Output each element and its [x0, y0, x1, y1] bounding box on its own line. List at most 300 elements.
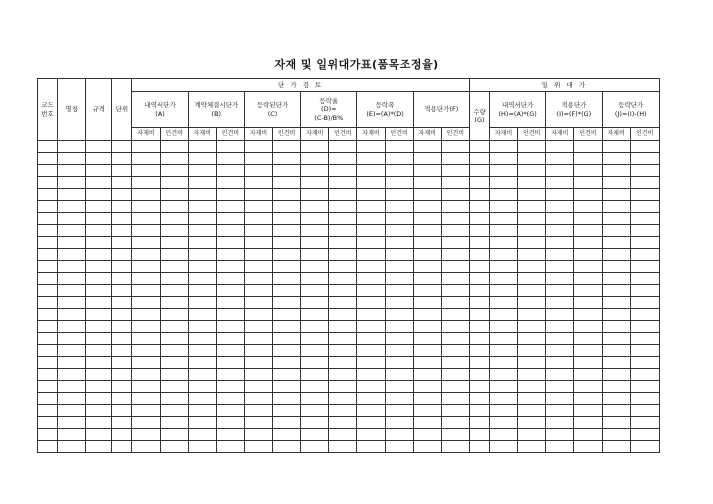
table-cell: [188, 177, 216, 189]
subheader-price-2-material-cost: 자재비: [244, 128, 272, 141]
table-cell: [216, 381, 244, 393]
table-cell: [58, 345, 86, 357]
table-cell: [216, 357, 244, 369]
table-cell: [546, 201, 574, 213]
table-cell: [602, 285, 630, 297]
table-cell: [216, 321, 244, 333]
table-row: [38, 285, 660, 297]
table-cell: [546, 417, 574, 429]
table-cell: [188, 381, 216, 393]
table-cell: [490, 441, 518, 453]
table-cell: [216, 309, 244, 321]
table-cell: [58, 249, 86, 261]
table-cell: [329, 285, 357, 297]
subheader-price-0-material-cost: 자재비: [132, 128, 160, 141]
table-cell: [490, 405, 518, 417]
table-cell: [132, 153, 160, 165]
table-cell: [518, 333, 546, 345]
table-cell: [602, 189, 630, 201]
table-cell: [86, 357, 112, 369]
table-cell: [490, 213, 518, 225]
table-cell: [413, 177, 441, 189]
table-cell: [469, 441, 489, 453]
subheader-price-4-material-cost: 자재비: [357, 128, 385, 141]
table-cell: [244, 429, 272, 441]
table-cell: [413, 429, 441, 441]
table-cell: [469, 261, 489, 273]
table-cell: [518, 297, 546, 309]
table-cell: [301, 225, 329, 237]
table-cell: [602, 417, 630, 429]
table-cell: [38, 357, 58, 369]
table-cell: [546, 141, 574, 153]
table-cell: [132, 213, 160, 225]
table-cell: [574, 297, 602, 309]
table-cell: [58, 309, 86, 321]
table-cell: [216, 177, 244, 189]
table-cell: [413, 237, 441, 249]
table-cell: [216, 429, 244, 441]
table-cell: [630, 189, 659, 201]
table-cell: [518, 369, 546, 381]
table-cell: [216, 249, 244, 261]
table-cell: [329, 225, 357, 237]
table-cell: [188, 429, 216, 441]
table-cell: [329, 237, 357, 249]
table-cell: [602, 393, 630, 405]
table-cell: [273, 201, 301, 213]
table-cell: [38, 441, 58, 453]
table-cell: [602, 141, 630, 153]
table-cell: [630, 357, 659, 369]
table-cell: [216, 201, 244, 213]
table-cell: [160, 417, 188, 429]
table-cell: [132, 309, 160, 321]
table-cell: [132, 141, 160, 153]
table-cell: [329, 441, 357, 453]
table-cell: [490, 333, 518, 345]
table-cell: [413, 333, 441, 345]
table-cell: [132, 225, 160, 237]
materials-table: [37, 78, 660, 453]
table-cell: [357, 441, 385, 453]
table-cell: [357, 153, 385, 165]
table-cell: [244, 153, 272, 165]
table-cell: [518, 357, 546, 369]
table-cell: [216, 405, 244, 417]
table-cell: [301, 165, 329, 177]
table-cell: [244, 369, 272, 381]
table-cell: [357, 213, 385, 225]
table-cell: [441, 321, 469, 333]
table-cell: [301, 321, 329, 333]
table-cell: [329, 177, 357, 189]
table-cell: [132, 333, 160, 345]
table-cell: [630, 321, 659, 333]
table-cell: [112, 405, 132, 417]
table-cell: [329, 141, 357, 153]
table-cell: [574, 261, 602, 273]
table-cell: [86, 153, 112, 165]
table-cell: [38, 201, 58, 213]
table-cell: [385, 141, 413, 153]
table-cell: [86, 237, 112, 249]
table-cell: [490, 357, 518, 369]
table-cell: [273, 405, 301, 417]
table-cell: [385, 177, 413, 189]
table-cell: [86, 285, 112, 297]
table-cell: [301, 369, 329, 381]
table-cell: [546, 189, 574, 201]
table-cell: [244, 345, 272, 357]
table-cell: [86, 369, 112, 381]
table-cell: [329, 213, 357, 225]
table-cell: [385, 261, 413, 273]
table-cell: [86, 273, 112, 285]
table-cell: [301, 405, 329, 417]
table-cell: [357, 381, 385, 393]
table-row: [38, 429, 660, 441]
table-cell: [574, 177, 602, 189]
table-cell: [301, 381, 329, 393]
table-cell: [630, 333, 659, 345]
table-cell: [385, 441, 413, 453]
table-cell: [602, 357, 630, 369]
table-row: [38, 381, 660, 393]
table-cell: [132, 285, 160, 297]
table-cell: [574, 393, 602, 405]
table-cell: [216, 189, 244, 201]
table-cell: [112, 177, 132, 189]
table-cell: [273, 237, 301, 249]
table-cell: [244, 225, 272, 237]
table-cell: [357, 321, 385, 333]
table-row: [38, 153, 660, 165]
table-cell: [574, 141, 602, 153]
table-cell: [329, 153, 357, 165]
table-cell: [38, 213, 58, 225]
table-cell: [574, 201, 602, 213]
table-cell: [385, 381, 413, 393]
table-cell: [441, 417, 469, 429]
header-spec: 규격: [86, 79, 112, 141]
table-cell: [574, 381, 602, 393]
table-cell: [518, 177, 546, 189]
table-cell: [413, 141, 441, 153]
table-cell: [112, 357, 132, 369]
header-price-col-1: [188, 92, 244, 128]
table-cell: [385, 333, 413, 345]
table-cell: [546, 405, 574, 417]
table-cell: [86, 165, 112, 177]
table-cell: [301, 429, 329, 441]
subheader-price-0-labor-cost: 인건비: [160, 128, 188, 141]
table-row: [38, 321, 660, 333]
subheader-cost-1-material-cost: 자재비: [546, 128, 574, 141]
table-cell: [244, 273, 272, 285]
header-price-col-2-label: 등락된단가 (C): [256, 101, 289, 118]
table-cell: [602, 177, 630, 189]
table-cell: [490, 165, 518, 177]
table-cell: [490, 249, 518, 261]
table-cell: [546, 249, 574, 261]
table-cell: [490, 381, 518, 393]
table-cell: [112, 237, 132, 249]
table-cell: [441, 405, 469, 417]
table-cell: [188, 321, 216, 333]
table-cell: [574, 405, 602, 417]
table-cell: [244, 309, 272, 321]
table-cell: [602, 345, 630, 357]
table-cell: [58, 141, 86, 153]
subheader-price-1-labor-cost: 인건비: [216, 128, 244, 141]
table-cell: [58, 165, 86, 177]
table-cell: [188, 405, 216, 417]
table-cell: [357, 273, 385, 285]
table-cell: [602, 381, 630, 393]
table-row: [38, 237, 660, 249]
table-cell: [38, 297, 58, 309]
table-row: [38, 309, 660, 321]
table-cell: [385, 213, 413, 225]
table-cell: [490, 237, 518, 249]
table-cell: [602, 237, 630, 249]
header-quantity: [469, 92, 489, 141]
subheader-price-2-labor-cost: 인건비: [273, 128, 301, 141]
table-cell: [273, 321, 301, 333]
table-cell: [216, 297, 244, 309]
table-cell: [273, 309, 301, 321]
table-cell: [160, 357, 188, 369]
table-cell: [216, 417, 244, 429]
table-cell: [188, 201, 216, 213]
table-cell: [216, 345, 244, 357]
table-cell: [441, 369, 469, 381]
table-cell: [38, 429, 58, 441]
table-cell: [38, 417, 58, 429]
table-cell: [216, 285, 244, 297]
table-cell: [188, 357, 216, 369]
table-cell: [132, 381, 160, 393]
table-cell: [160, 237, 188, 249]
table-cell: [518, 261, 546, 273]
table-row: [38, 141, 660, 153]
table-cell: [112, 381, 132, 393]
table-cell: [58, 393, 86, 405]
table-cell: [329, 357, 357, 369]
table-cell: [273, 333, 301, 345]
table-cell: [112, 285, 132, 297]
table-cell: [518, 381, 546, 393]
table-cell: [86, 189, 112, 201]
table-cell: [602, 273, 630, 285]
table-cell: [86, 417, 112, 429]
table-cell: [132, 345, 160, 357]
table-cell: [630, 309, 659, 321]
table-cell: [301, 237, 329, 249]
table-row: [38, 369, 660, 381]
table-cell: [385, 285, 413, 297]
table-cell: [630, 285, 659, 297]
table-cell: [244, 189, 272, 201]
table-cell: [132, 189, 160, 201]
header-cost-col-2: [602, 92, 659, 128]
table-cell: [160, 381, 188, 393]
table-cell: [441, 177, 469, 189]
table-cell: [385, 201, 413, 213]
table-cell: [58, 225, 86, 237]
table-cell: [385, 417, 413, 429]
table-cell: [273, 189, 301, 201]
table-cell: [86, 333, 112, 345]
table-cell: [469, 165, 489, 177]
table-cell: [132, 237, 160, 249]
table-cell: [329, 345, 357, 357]
table-cell: [86, 297, 112, 309]
table-cell: [357, 369, 385, 381]
table-cell: [441, 309, 469, 321]
table-cell: [413, 249, 441, 261]
table-cell: [301, 285, 329, 297]
table-cell: [630, 369, 659, 381]
table-cell: [357, 429, 385, 441]
table-cell: [112, 441, 132, 453]
table-cell: [385, 273, 413, 285]
table-cell: [546, 333, 574, 345]
table-cell: [518, 237, 546, 249]
page-title: 자재 및 일위대가표(품목조정율): [274, 58, 439, 71]
table-cell: [357, 225, 385, 237]
table-row: [38, 225, 660, 237]
table-cell: [630, 153, 659, 165]
table-cell: [518, 165, 546, 177]
table-cell: [329, 405, 357, 417]
table-cell: [244, 213, 272, 225]
table-cell: [132, 177, 160, 189]
table-cell: [413, 441, 441, 453]
table-cell: [490, 393, 518, 405]
table-cell: [546, 345, 574, 357]
table-cell: [86, 201, 112, 213]
table-cell: [546, 165, 574, 177]
subheader-price-4-labor-cost: 인건비: [385, 128, 413, 141]
table-cell: [413, 225, 441, 237]
table-cell: [441, 285, 469, 297]
table-cell: [385, 249, 413, 261]
table-cell: [58, 273, 86, 285]
table-row: [38, 261, 660, 273]
table-cell: [518, 201, 546, 213]
table-cell: [38, 141, 58, 153]
table-cell: [441, 333, 469, 345]
table-cell: [38, 333, 58, 345]
table-cell: [630, 441, 659, 453]
table-cell: [244, 201, 272, 213]
table-cell: [490, 273, 518, 285]
table-cell: [160, 213, 188, 225]
table-cell: [518, 189, 546, 201]
table-cell: [273, 153, 301, 165]
table-cell: [160, 201, 188, 213]
table-cell: [112, 369, 132, 381]
table-cell: [574, 237, 602, 249]
table-cell: [112, 249, 132, 261]
table-cell: [518, 153, 546, 165]
table-cell: [58, 441, 86, 453]
table-row: [38, 345, 660, 357]
table-cell: [188, 297, 216, 309]
table-cell: [38, 153, 58, 165]
table-cell: [413, 165, 441, 177]
table-cell: [38, 309, 58, 321]
table-cell: [630, 393, 659, 405]
table-cell: [244, 393, 272, 405]
table-cell: [273, 213, 301, 225]
table-cell: [469, 213, 489, 225]
table-cell: [132, 165, 160, 177]
table-cell: [413, 213, 441, 225]
table-cell: [469, 381, 489, 393]
table-cell: [602, 309, 630, 321]
table-cell: [574, 429, 602, 441]
table-cell: [216, 165, 244, 177]
table-cell: [38, 249, 58, 261]
table-row: [38, 405, 660, 417]
table-cell: [490, 189, 518, 201]
table-cell: [112, 273, 132, 285]
table-cell: [273, 165, 301, 177]
table-cell: [518, 405, 546, 417]
table-cell: [469, 141, 489, 153]
table-cell: [518, 441, 546, 453]
table-cell: [441, 261, 469, 273]
table-cell: [273, 261, 301, 273]
table-cell: [160, 273, 188, 285]
table-cell: [216, 261, 244, 273]
table-cell: [58, 381, 86, 393]
header-unit: 단위: [112, 79, 132, 141]
header-code: [38, 79, 58, 141]
table-cell: [58, 177, 86, 189]
table-cell: [188, 309, 216, 321]
table-row: [38, 417, 660, 429]
table-cell: [413, 297, 441, 309]
table-cell: [244, 285, 272, 297]
table-cell: [301, 213, 329, 225]
table-cell: [357, 285, 385, 297]
table-cell: [216, 393, 244, 405]
table-cell: [160, 345, 188, 357]
table-cell: [357, 261, 385, 273]
table-cell: [385, 357, 413, 369]
table-cell: [357, 189, 385, 201]
table-cell: [160, 429, 188, 441]
table-cell: [160, 249, 188, 261]
table-cell: [413, 345, 441, 357]
table-row: [38, 297, 660, 309]
table-cell: [301, 141, 329, 153]
table-cell: [490, 201, 518, 213]
table-cell: [602, 225, 630, 237]
table-cell: [160, 189, 188, 201]
table-cell: [630, 213, 659, 225]
table-cell: [160, 225, 188, 237]
table-cell: [469, 405, 489, 417]
table-cell: [602, 429, 630, 441]
table-cell: [132, 201, 160, 213]
table-cell: [630, 273, 659, 285]
table-cell: [329, 381, 357, 393]
